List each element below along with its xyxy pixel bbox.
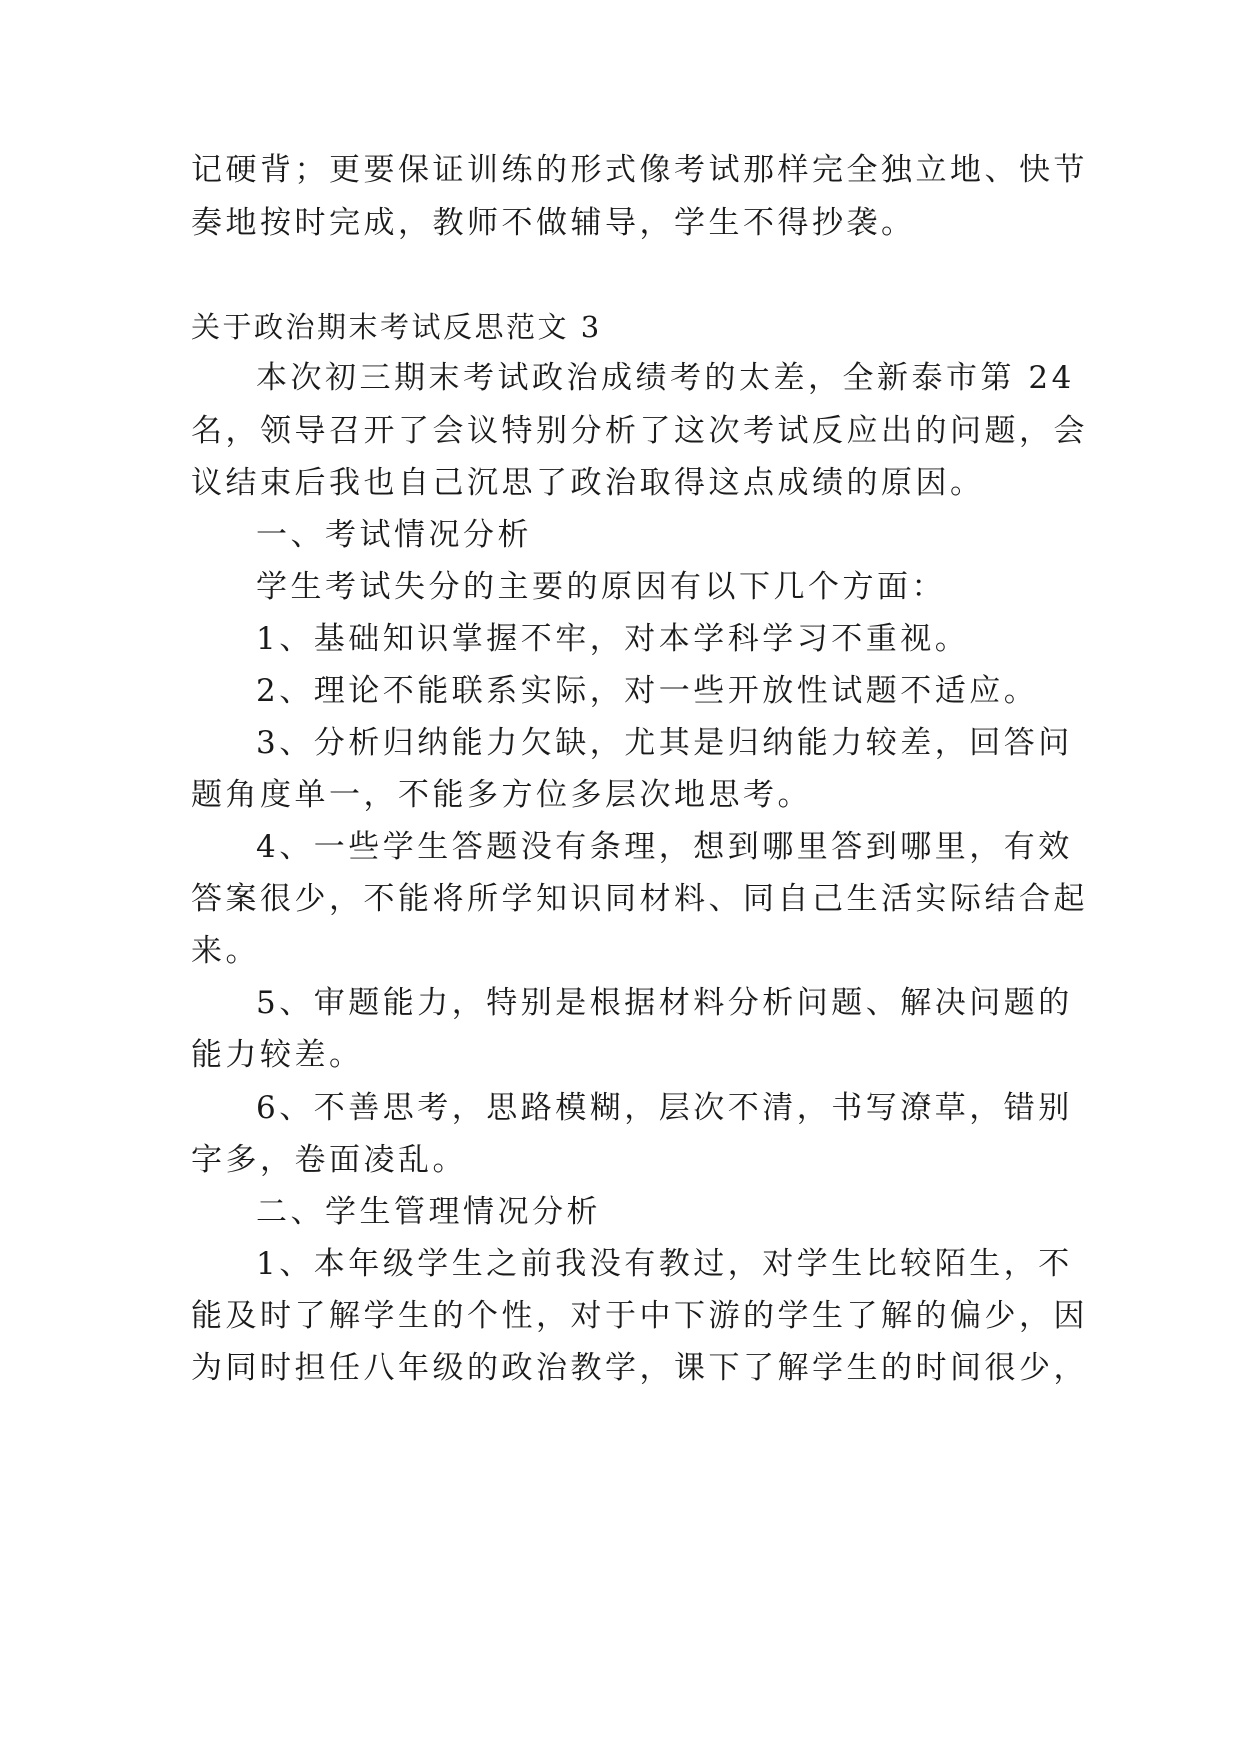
paragraph-line: 学生考试失分的主要的原因有以下几个方面：: [256, 569, 946, 605]
text-line: 记硬背；更要保证训练的形式像考试那样完全独立地、快节: [191, 152, 1088, 188]
list-item: 2、理论不能联系实际，对一些开放性试题不适应。: [256, 673, 1039, 709]
list-item-continuation: 来。: [191, 933, 260, 969]
list-item-continuation: 能力较差。: [191, 1037, 364, 1073]
text-line: 奏地按时完成，教师不做辅导，学生不得抄袭。: [191, 205, 916, 241]
list-item: 1、本年级学生之前我没有教过，对学生比较陌生，不: [256, 1246, 1073, 1282]
list-item: 1、基础知识掌握不牢，对本学科学习不重视。: [256, 621, 970, 657]
list-item: 6、不善思考，思路模糊，层次不清，书写潦草，错别: [256, 1090, 1073, 1126]
list-item: 5、审题能力，特别是根据材料分析问题、解决问题的: [256, 985, 1073, 1021]
paragraph-line: 议结束后我也自己沉思了政治取得这点成绩的原因。: [191, 465, 985, 501]
list-item: 3、分析归纳能力欠缺，尤其是归纳能力较差，回答问: [256, 725, 1073, 761]
document-page: [191, 0, 1088, 1754]
subheading: 一、考试情况分析: [256, 517, 532, 553]
list-item-continuation: 题角度单一，不能多方位多层次地思考。: [191, 777, 812, 813]
list-item: 4、一些学生答题没有条理，想到哪里答到哪里，有效: [256, 829, 1073, 865]
paragraph-line: 本次初三期末考试政治成绩考的太差，全新泰市第 24: [256, 360, 1075, 396]
subheading: 二、学生管理情况分析: [256, 1194, 601, 1230]
list-item-continuation: 为同时担任八年级的政治教学，课下了解学生的时间很少，: [191, 1350, 1088, 1386]
list-item-continuation: 答案很少，不能将所学知识同材料、同自己生活实际结合起: [191, 881, 1088, 917]
list-item-continuation: 字多，卷面凌乱。: [191, 1142, 467, 1178]
section-title: 关于政治期末考试反思范文 3: [191, 310, 602, 344]
paragraph-line: 名，领导召开了会议特别分析了这次考试反应出的问题，会: [191, 413, 1088, 449]
list-item-continuation: 能及时了解学生的个性，对于中下游的学生了解的偏少，因: [191, 1298, 1088, 1334]
